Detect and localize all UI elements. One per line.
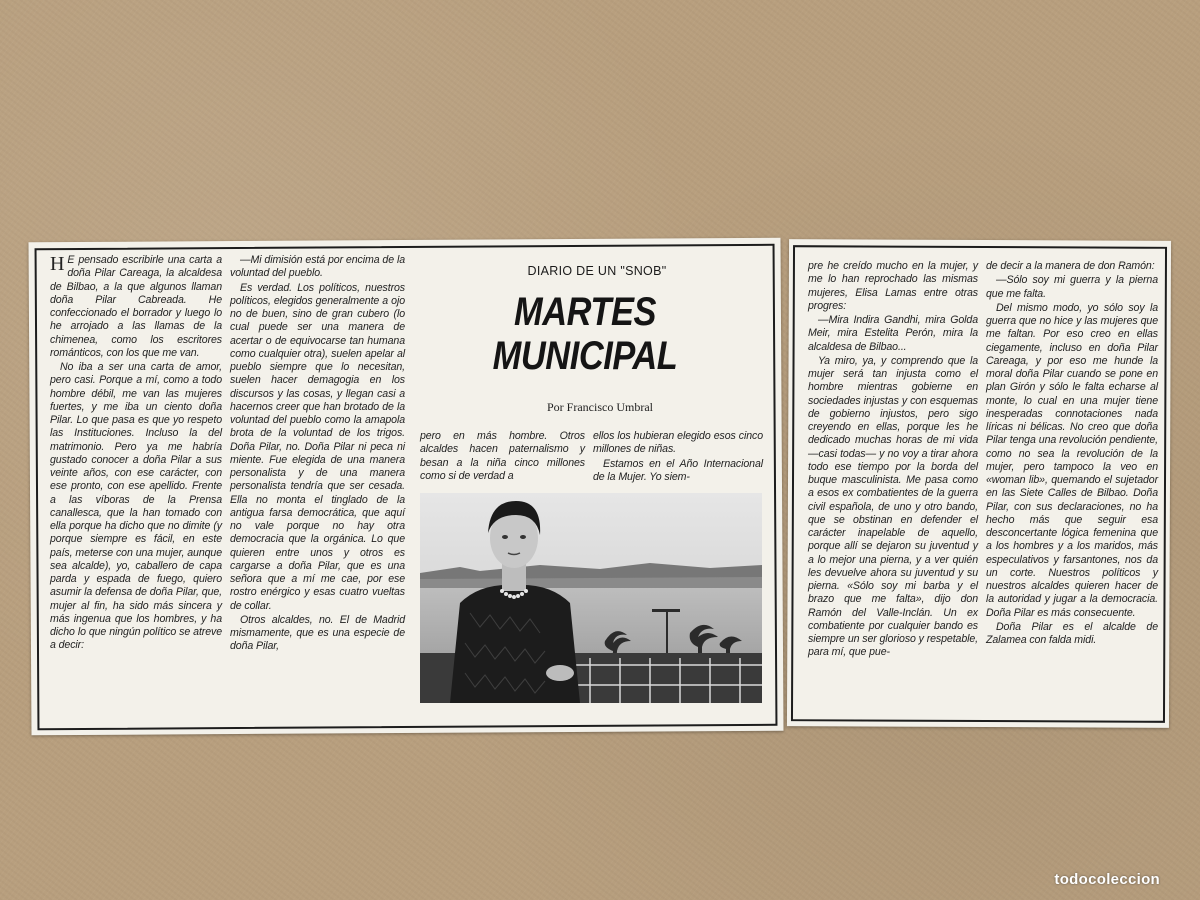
article-column-2 [230,254,405,655]
article-column-3 [420,430,585,484]
paragraph: pero en más hombre. Otros alcaldes hacen paternalismo y besan a la niña cinco millones como si de verdad a [420,430,585,482]
paragraph: —Sólo soy mi guerra y la pierna que me falta. [986,274,1158,300]
paragraph: —Mira Indira Gandhi, mira Golda Meir, mira Estelita Perón, mira la alcaldesa de Bilbao... [808,314,978,353]
article-kicker: DIARIO DE UN "SNOB" [527,264,667,278]
portrait-photo-image [420,493,762,703]
paragraph: Otros alcaldes, no. El de Madrid mismamente, que es una especie de doña Pilar, [230,613,405,653]
paragraph: No iba a ser una carta de amor, pero casi. Porque a mí, como a todo hombre débil, me van las mujeres fuertes, y me iba un ciento doña Pilar. Lo que pasa es que yo respeto las Instituciones. Incluso la del matrimonio. Pero ya me habría gustado conocer a doña Pilar a sus veinte años, con ese carácter, con ese pronto, con ese apellido. Frente a las víboras de la Prensa canallesca, que la han tomado con ella porque ha dicho que no dimite (y porque siempre es fácil, en este país, meterse con una mujer, aunque sea alcalde), yo, caballero de capa parda y espada de fuego, quiero asumir la defensa de doña Pilar, que, mujer al fin, ha sido más sincera y más ingenua que los hombres, y ha dicho lo que ningún político se atreve a decir: [50,361,222,652]
paragraph: Ya miro, ya, y comprendo que la mujer será tan injusta como el hombre mientras gobierne en sociedades injustas y con esquemas de gobierno injustos, pero sigo creyendo en ellas, porque les he dedicado muchas horas de mi vida —casi todas— y no voy a tirar ahora todo ese tiempo por la borda del buque masculinista. Me pasa como a esos ex combatientes de la guerra civil española, de uno y otro bando, que se obstinan en defender el carácter inapelable de aquello, porque allí se dejaron su juventud y a lo mejor una pierna, y a ver quién les devuelve ahora su juventud y su pierna. «Sólo soy mi barba y el brazo que me falta», dijo don Ramón del Valle-Inclán. Un ex combatiente por cualquier bando es siempre un ser glorioso y respetable, para mí, que pue- [808,354,979,659]
headline-line-1: MARTES [513,290,657,334]
article-headline [486,290,684,378]
article-column-4 [593,430,763,485]
article-byline: Por Francisco Umbral [547,400,653,414]
paragraph: E pensado escribirle una carta a doña Pilar Careaga, la alcaldesa de Bilbao, a la que algunos llaman doña Pilar Cabreada. He confeccionado el borrador y luego lo he arrojado a las llamas de la chimenea, como los escritores románticos, con los que me van. [50,254,222,359]
paragraph: Estamos en el Año Internacional de la Mujer. Yo siem- [593,457,763,483]
paragraph: Es verdad. Los políticos, nuestros políticos, elegidos generalmente a ojo no de buen, sino de gran cubero (lo cual puede ser una manera de acertar o de equivocarse tan humana como cualquier otra), suelen apelar al pueblo siempre que lo necesitan, suelen hacer demagogia en los discursos y las cosas, y llegan casi a hacernos creer que han brotado de la voluntad del pueblo como la amapola brota de la voluntad de los trigos. Doña Pilar, no. Doña Pilar ni peca ni miente. Fue elegida de una manera personalista y de una manera personalista tendría que ser cesada. Ella no monta el tinglado de la antigua farsa democrática, que aquí no vale porque no hay otra democracia que la orgánica. Lo que quieren entre unos y otros es cargarse a doña Pilar, que es una señora que a mí me cae, por ese rostro enérgico y esas cuatro vueltas de collar. [230,281,405,612]
article-column-1 [50,254,222,654]
drop-cap: H [50,253,65,275]
paragraph: ellos los hubieran elegido esos cinco millones de niñas. [593,430,763,456]
headline-line-2: MUNICIPAL [492,334,678,378]
paragraph: de decir a la manera de don Ramón: [986,260,1155,272]
article-photo [420,493,762,703]
article-column-5 [808,260,978,661]
paragraph: Del mismo modo, yo sólo soy la guerra que no hice y las mujeres que me faltan. Por eso creo en ellas ciegamente, incluso en doña Pilar Careaga, y por eso me hunde la moral doña Pilar cuando se pone en plan Girón y sólo le falta echarse al monte, lo cual en una mujer tiene inesperadas connotaciones nada líricas ni bélicas. No creo que doña Pilar tenga una revolución pendiente, como no sea la revolución de la mujer, pero tampoco la veo en «woman lib», quemando el sujetador en las Siete Calles de Bilbao. Doña Pilar, con sus declaraciones, no ha hecho más que seguir esa desconcertante lógica femenina que a los hombres y a los maridos, más especulativos y farsantones, nos da un corte. Nuestros políticos y nuestros alcaldes quieren hacer de la autoridad y jugar a la democracia. Doña Pilar es más consecuente. [986,301,1158,619]
paragraph: pre he creído mucho en la mujer, y me lo han reprochado las mismas mujeres, Elisa Lamas entre otras progres: [808,260,978,312]
paragraph: —Mi dimisión está por encima de la voluntad del pueblo. [230,254,405,280]
watermark-logo: todocoleccion [1054,871,1160,888]
article-column-6 [986,260,1158,648]
paragraph: Doña Pilar es el alcalde de Zalamea con falda midi. [986,620,1158,646]
